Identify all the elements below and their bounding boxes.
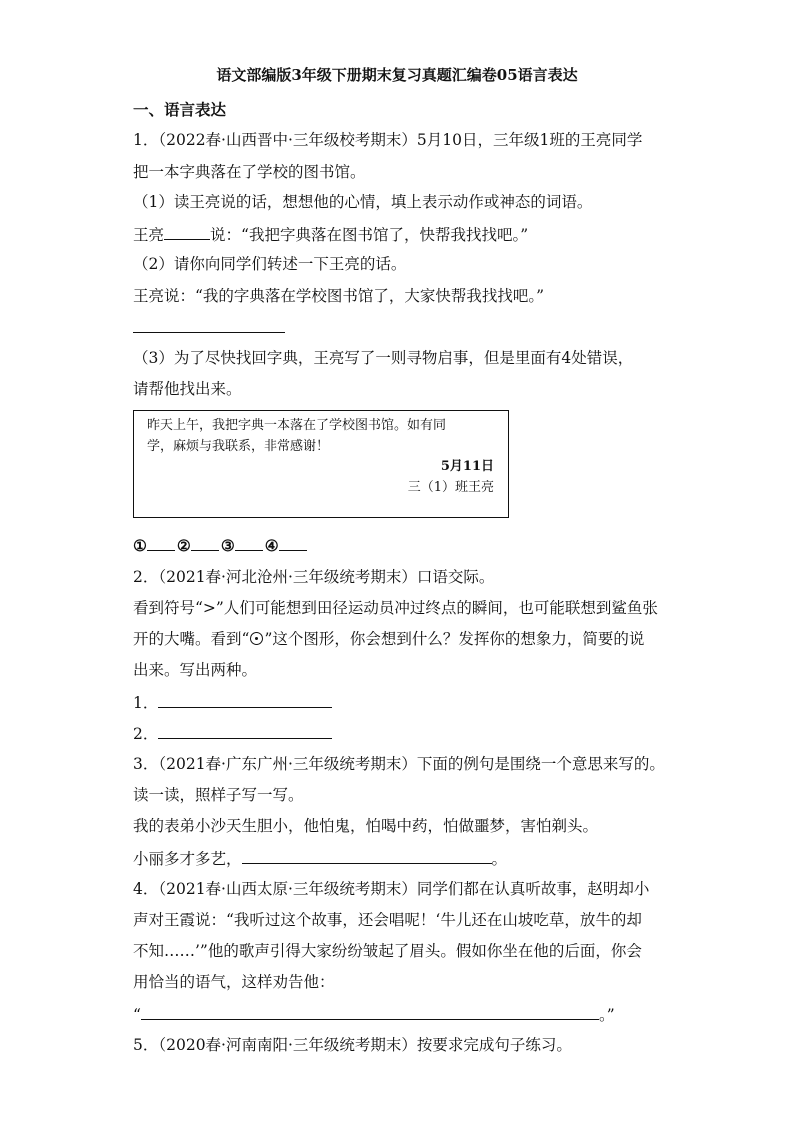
- q2-item2-label: 2．: [133, 725, 159, 743]
- q1-sub1-suffix: 说：“我把字典落在图书馆了，快帮我找找吧。”: [210, 226, 529, 244]
- q2-item1: [133, 691, 332, 713]
- q2-item2: [133, 722, 332, 744]
- answer-blank-2[interactable]: [191, 536, 219, 551]
- notice-text-line2: 学，麻烦与我联系，非常感谢！: [147, 439, 330, 454]
- answer-blank-1[interactable]: [147, 536, 175, 551]
- q2-stem-line4: 出来。写出两种。: [133, 661, 258, 679]
- q3-example: 我的表弟小沙天生胆小，他怕鬼，怕喝中药，怕做噩梦，害怕剃头。: [133, 817, 599, 835]
- q2-line3-pre: 开的大嘴。看到“: [133, 630, 250, 648]
- q2-line3-post: ”这个图形，你会想到什么？发挥你的想象力，简要的说: [264, 630, 645, 648]
- q2-item2-blank[interactable]: [158, 722, 332, 739]
- q3-stem-line2: 读一读，照样子写一写。: [133, 786, 304, 804]
- answer-blank-4[interactable]: [279, 536, 307, 551]
- answer-mark-3: ③: [220, 536, 235, 555]
- q2-item1-label: 1．: [133, 694, 159, 712]
- q1-sub2: （2）请你向同学们转述一下王亮的话。: [133, 255, 407, 273]
- q1-sub1-fill: [133, 223, 528, 245]
- q1-sub3-line1: （3）为了尽快找回字典，王亮写了一则寻物启事，但是里面有4处错误，: [133, 349, 634, 367]
- answer-mark-1: ①: [133, 536, 147, 555]
- answer-mark-2: ②: [176, 536, 191, 555]
- notice-signature: 三（1）班王亮: [407, 480, 494, 495]
- q5-stem-line1: 5．（2020春·河南南阳·三年级统考期末）按要求完成句子练习。: [133, 1036, 572, 1054]
- q4-stem-line2: 声对王霞说：“我听过这个故事，还会唱呢！‘牛儿还在山坡吃草，放牛的却: [133, 911, 642, 929]
- q4-open-quote: “: [133, 1006, 141, 1024]
- q4-answer-blank[interactable]: [141, 1003, 599, 1020]
- q4-stem-line1: 4．（2021春·山西太原·三年级统考期末）同学们都在认真听故事，赵明却小: [133, 880, 650, 898]
- answer-mark-4: ④: [264, 536, 279, 555]
- q3-end-mark: 。: [491, 850, 508, 868]
- q1-sub2-quote: 王亮说：“我的字典落在学校图书馆了，大家快帮我找找吧。”: [133, 287, 545, 305]
- q1-sub1-prefix: 王亮: [133, 226, 165, 244]
- q4-close-quote: 。”: [598, 1006, 615, 1024]
- q1-sub3-line2: 请帮他找出来。: [133, 380, 242, 398]
- notice-text-line1: 昨天上午，我把字典一本落在了学校图书馆。如有同: [147, 418, 447, 433]
- q2-stem-line3: [133, 629, 644, 649]
- q1-sub1: （1）读王亮说的话，想想他的心情，填上表示动作或神态的词语。: [133, 193, 593, 211]
- q4-stem-line3: 不知……’”他的歌声引得大家纷纷皱起了眉头。假如你坐在他的后面，你会: [133, 942, 642, 960]
- q1-sub1-blank[interactable]: [164, 223, 210, 240]
- q2-stem-line1: 2．（2021春·河北沧州·三年级统考期末）口语交际。: [133, 568, 495, 586]
- notice-date: 5月11日: [440, 459, 494, 474]
- q3-prompt-text: 小丽多才多艺，: [133, 850, 242, 868]
- q1-error-answers: [133, 536, 309, 555]
- q3-stem-line1: 3．（2021春·广东广州·三年级统考期末）下面的例句是围绕一个意思来写的。: [133, 755, 665, 773]
- circle-dot-icon: [250, 632, 263, 645]
- q2-stem-line2: 看到符号“>”人们可能想到田径运动员冲过终点的瞬间，也可能联想到鲨鱼张: [133, 599, 658, 617]
- q2-item1-blank[interactable]: [158, 691, 332, 708]
- q3-prompt: [133, 847, 507, 869]
- q1-sub2-answer-line[interactable]: [133, 332, 285, 333]
- q1-stem-line1: 1．（2022春·山西晋中·三年级校考期末）5月10日，三年级1班的王亮同学: [133, 131, 643, 149]
- page-title: 语文部编版3年级下册期末复习真题汇编卷05语言表达: [216, 66, 578, 84]
- q3-answer-blank[interactable]: [242, 847, 492, 864]
- q1-stem-line2: 把一本字典落在了学校的图书馆。: [133, 163, 366, 181]
- answer-blank-3[interactable]: [235, 536, 263, 551]
- q4-stem-line4: 用恰当的语气，这样劝告他：: [133, 973, 335, 991]
- section-heading: 一、语言表达: [133, 100, 227, 119]
- q4-answer: [133, 1003, 615, 1025]
- lost-notice-box: [133, 410, 509, 518]
